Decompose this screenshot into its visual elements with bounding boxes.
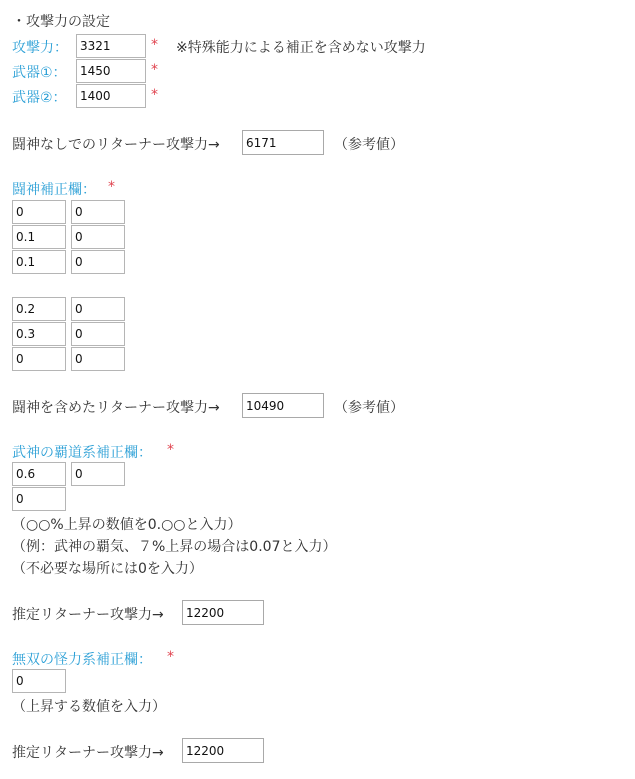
toushin-input-r6c1[interactable]	[12, 347, 66, 371]
no-toushin-label: 闘神なしでのリターナー攻撃力→	[12, 137, 220, 153]
estimated-attack-output-1[interactable]	[182, 600, 264, 625]
toushin-input-r4c1[interactable]	[12, 297, 66, 321]
weapon1-input[interactable]	[76, 59, 146, 83]
with-toushin-note: （参考値）	[334, 400, 404, 416]
estimated-attack-label-1: 推定リターナー攻撃力→	[12, 607, 164, 623]
hadou-input-1[interactable]	[12, 462, 66, 486]
hadou-input-3[interactable]	[12, 487, 66, 511]
musou-required-mark: *	[167, 649, 174, 665]
toushin-input-r5c2[interactable]	[71, 322, 125, 346]
attack-required-mark: *	[151, 37, 158, 53]
hadou-note-2: （例：武神の覇気、７%上昇の場合は0.07と入力）	[12, 539, 337, 555]
toushin-input-r2c1[interactable]	[12, 225, 66, 249]
weapon2-input[interactable]	[76, 84, 146, 108]
hadou-note-3: （不必要な場所には0を入力）	[12, 561, 203, 577]
attack-input[interactable]	[76, 34, 146, 58]
toushin-required-mark: *	[108, 179, 115, 195]
toushin-input-r5c1[interactable]	[12, 322, 66, 346]
toushin-input-r1c1[interactable]	[12, 200, 66, 224]
estimated-attack-label-2: 推定リターナー攻撃力→	[12, 745, 164, 761]
hadou-required-mark: *	[167, 442, 174, 458]
musou-label: 無双の怪力系補正欄：	[12, 652, 152, 668]
toushin-input-r3c2[interactable]	[71, 250, 125, 274]
weapon1-label: 武器①：	[12, 65, 67, 81]
weapon2-required-mark: *	[151, 87, 158, 103]
hadou-input-2[interactable]	[71, 462, 125, 486]
weapon1-required-mark: *	[151, 62, 158, 78]
hadou-note-1: （○○%上昇の数値を0.○○と入力）	[12, 517, 242, 533]
toushin-input-r6c2[interactable]	[71, 347, 125, 371]
musou-input[interactable]	[12, 669, 66, 693]
toushin-label: 闘神補正欄：	[12, 182, 96, 198]
no-toushin-attack-output[interactable]	[242, 130, 324, 155]
toushin-input-r2c2[interactable]	[71, 225, 125, 249]
toushin-input-r4c2[interactable]	[71, 297, 125, 321]
toushin-input-r1c2[interactable]	[71, 200, 125, 224]
musou-note: （上昇する数値を入力）	[12, 699, 166, 715]
section-title: ・攻撃力の設定	[12, 14, 110, 30]
hadou-label: 武神の覇道系補正欄：	[12, 445, 152, 461]
weapon2-label: 武器②：	[12, 90, 67, 106]
no-toushin-note: （参考値）	[334, 137, 404, 153]
with-toushin-label: 闘神を含めたリターナー攻撃力→	[12, 400, 220, 416]
attack-label: 攻撃力：	[12, 40, 68, 56]
toushin-input-r3c1[interactable]	[12, 250, 66, 274]
attack-note: ※特殊能力による補正を含めない攻撃力	[176, 40, 426, 56]
with-toushin-attack-output[interactable]	[242, 393, 324, 418]
estimated-attack-output-2[interactable]	[182, 738, 264, 763]
